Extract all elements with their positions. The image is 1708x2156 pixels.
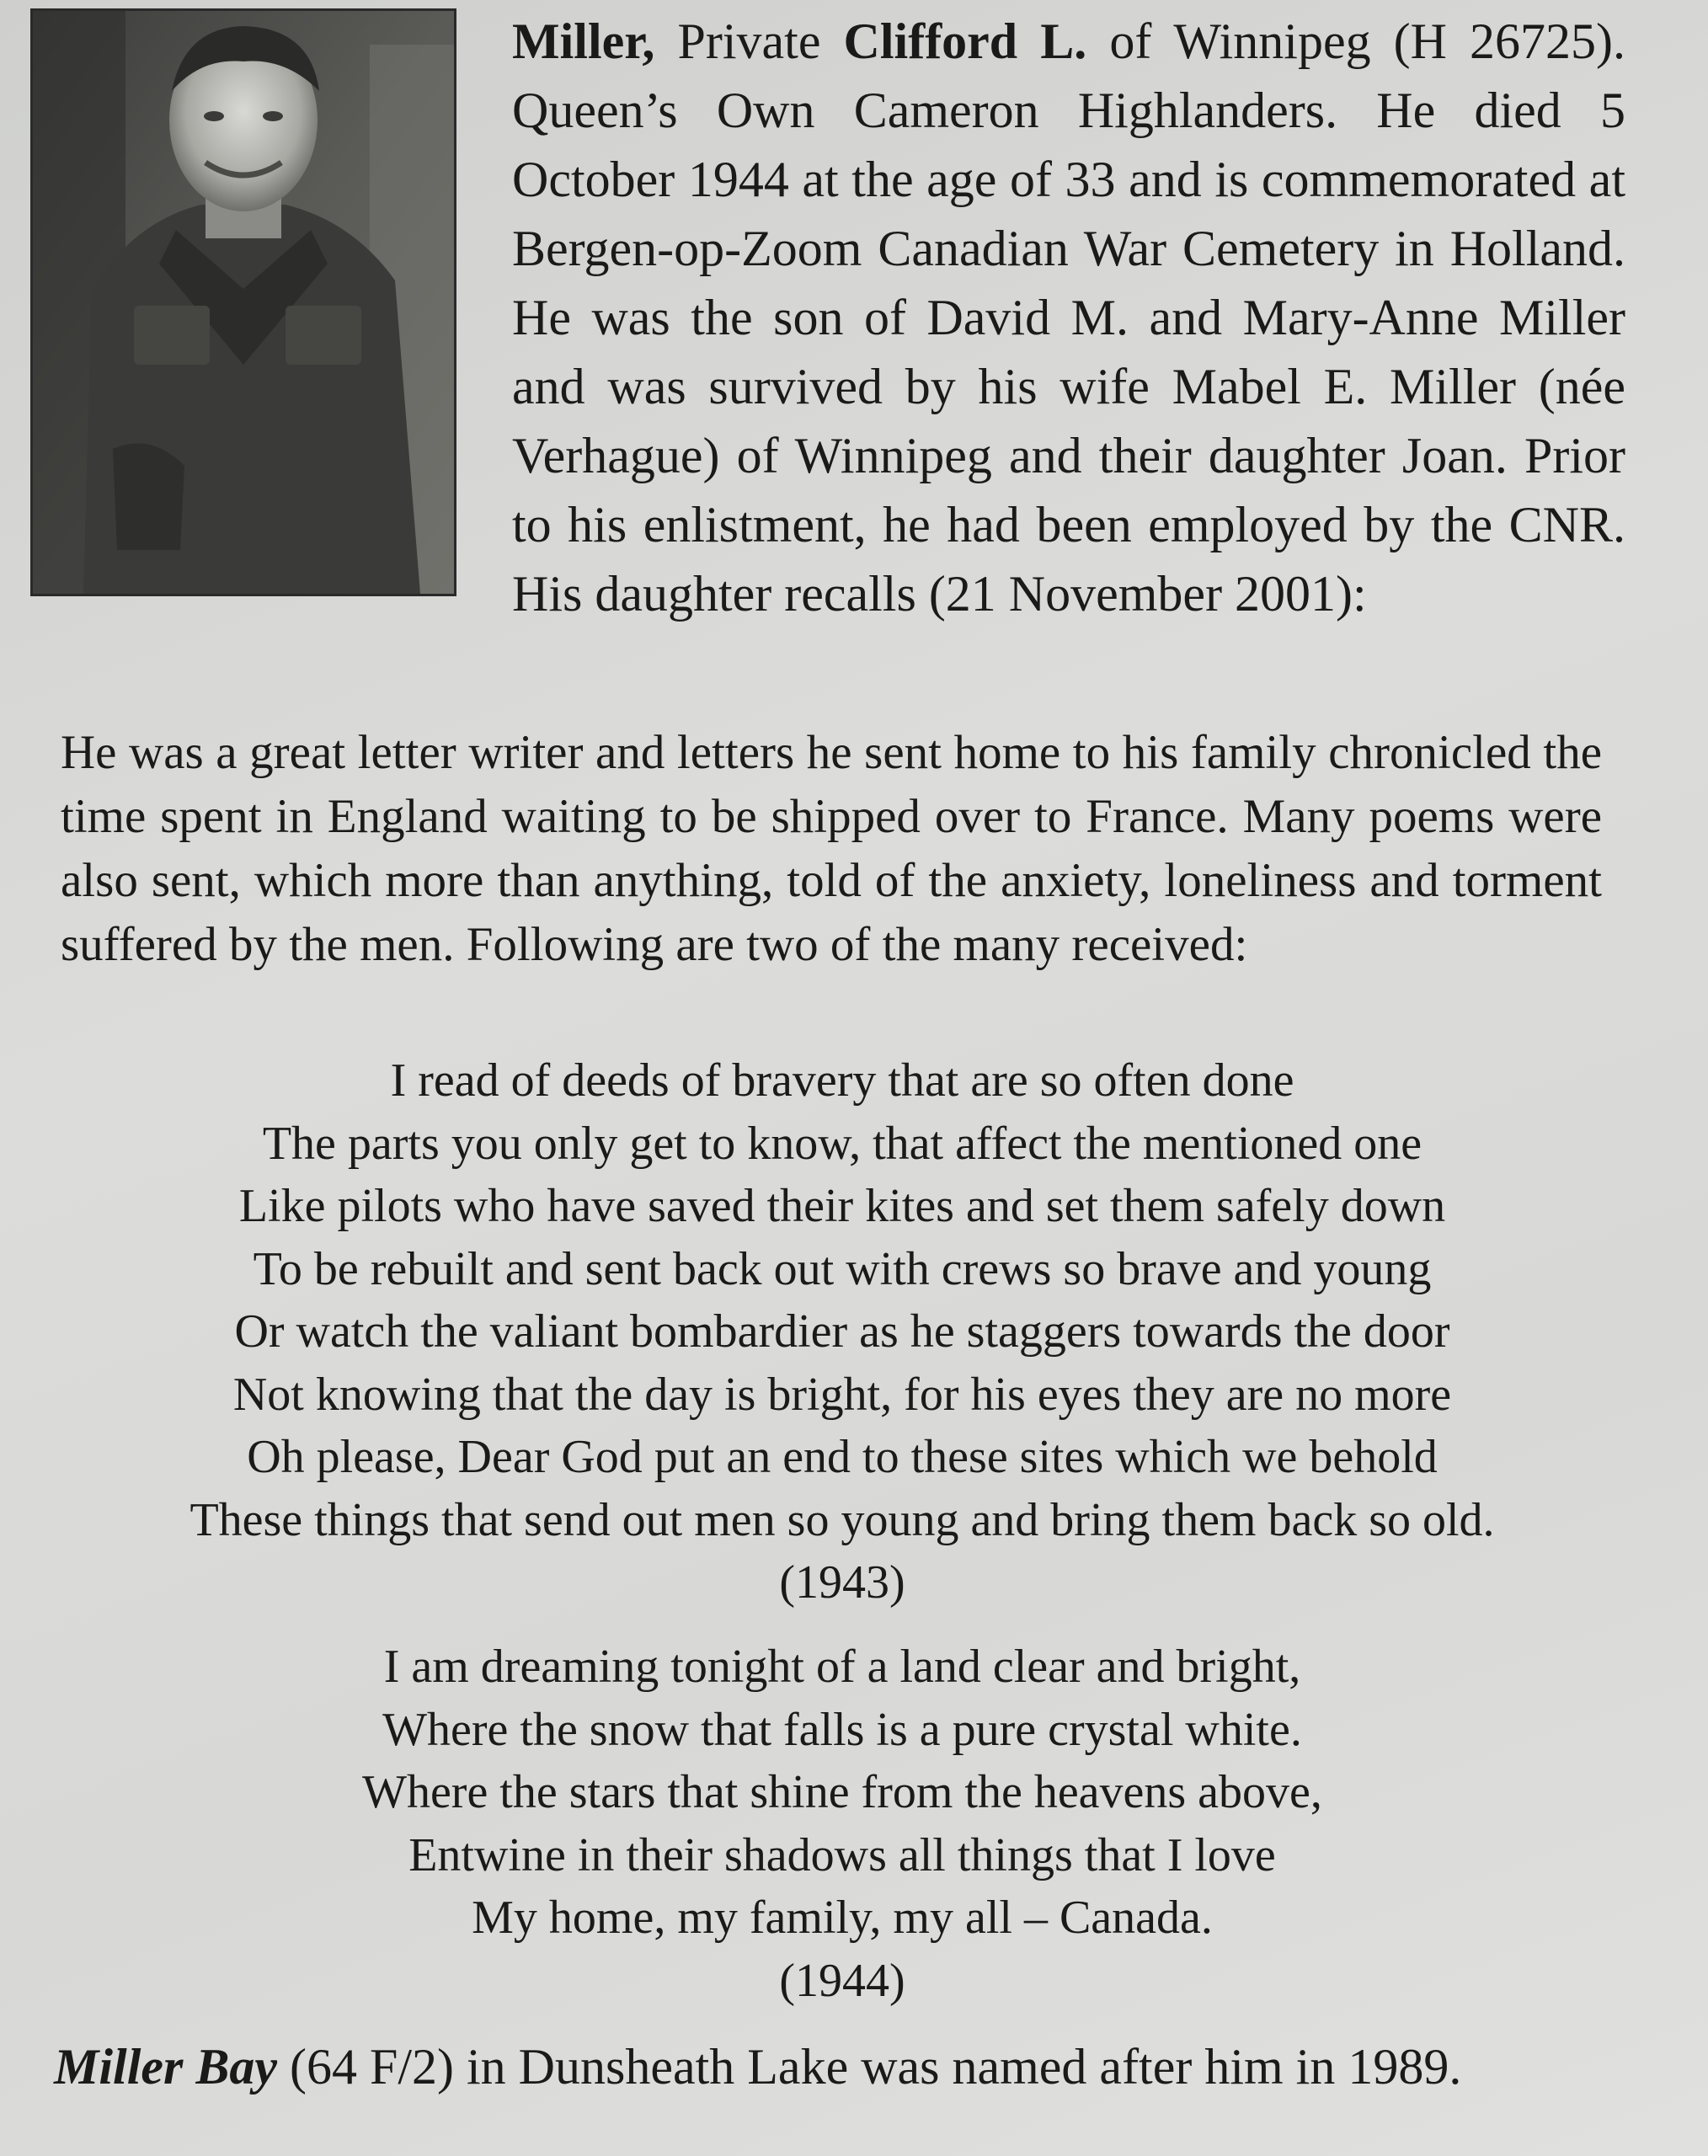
poem-line: Entwine in their shadows all things that I love	[408, 1828, 1276, 1881]
poem-line: Where the stars that shine from the heavens above,	[362, 1766, 1322, 1818]
poem-1944	[51, 1636, 1634, 2012]
poem-line: Not knowing that the day is bright, for his eyes they are no more	[232, 1368, 1452, 1421]
poem-year: (1943)	[779, 1556, 905, 1609]
poem-line: Or watch the valiant bombardier as he staggers towards the door	[234, 1305, 1450, 1358]
daughter-quote: He was a great letter writer and letters he sent home to his family chronicled the time spent in England waiting to be shipped over to France. Many poems were also sent, which more than anything, told of the anxiety, loneliness and torment suffered by the men. Following are two of the many received:	[61, 726, 1602, 971]
poem-line: Where the snow that falls is a pure crystal white.	[382, 1703, 1302, 1756]
poem-line: I read of deeds of bravery that are so often done	[390, 1054, 1294, 1107]
poem-line: To be rebuilt and sent back out with crews so brave and young	[253, 1242, 1432, 1295]
place-name: Miller Bay	[54, 2039, 277, 2095]
poem-year: (1944)	[779, 1954, 905, 2007]
poem-1943	[51, 1049, 1634, 1614]
poem-line: Oh please, Dear God put an end to these sites which we behold	[247, 1431, 1438, 1483]
portrait-photo	[30, 8, 456, 596]
place-name-note	[54, 2033, 1654, 2100]
poem-line: The parts you only get to know, that affect the mentioned one	[262, 1117, 1422, 1170]
given-name: Clifford L.	[843, 13, 1087, 69]
rank: Private	[677, 13, 821, 69]
biography-paragraph	[512, 7, 1625, 628]
poem-line: My home, my family, my all – Canada.	[472, 1892, 1213, 1944]
place-name-text: (64 F/2) in Dunsheath Lake was named after him in 1989.	[290, 2039, 1462, 2095]
poem-line: Like pilots who have saved their kites and set them safely down	[238, 1180, 1446, 1232]
portrait-image	[33, 11, 454, 594]
poem-line: I am dreaming tonight of a land clear and bright,	[383, 1641, 1301, 1693]
biography-text: of Winnipeg (H 26725). Queen’s Own Cameron Highlanders. He died 5 October 1944 at the age of 33 and is commemorated at Bergen-op-Zoom Canadian War Cemetery in Holland. He was the son of David M. and Mary-Anne Miller and was survived by his wife Mabel E. Miller (née Verhague) of Winnipeg and their daughter Joan. Prior to his enlistment, he had been employed by the CNR. His daughter recalls (21 November 2001):	[512, 13, 1626, 622]
poem-line: These things that send out men so young and bring them back so old.	[189, 1493, 1495, 1546]
surname: Miller,	[512, 13, 655, 69]
